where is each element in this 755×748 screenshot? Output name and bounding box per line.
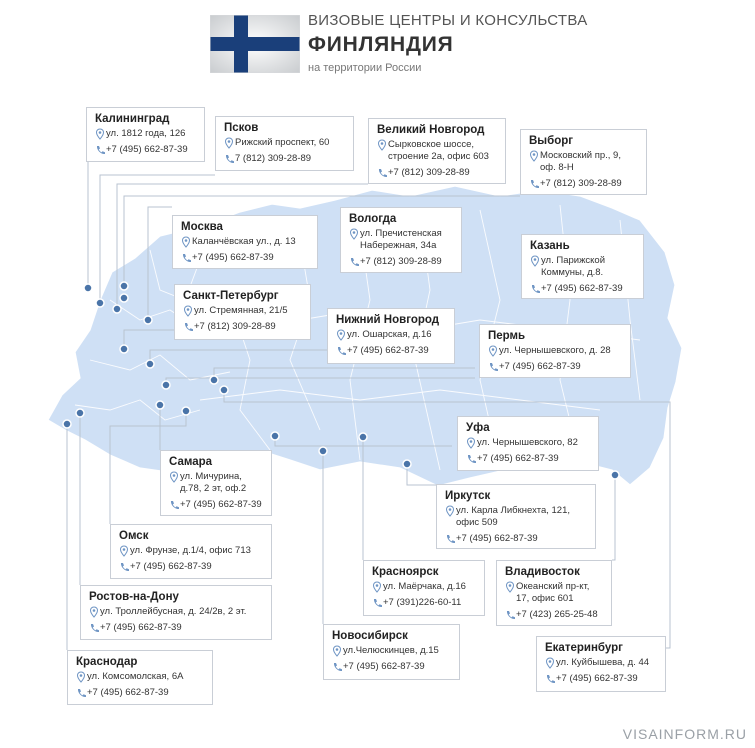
card-novosibirsk [323,624,460,680]
card-address-row [119,545,264,557]
card-samara [160,450,272,516]
location-pin-icon [183,305,193,317]
phone-icon [181,252,191,264]
location-pin-icon [89,606,99,618]
card-phone: +7 (391)226-60-11 [383,597,462,608]
phone-icon [76,687,86,699]
card-address-row [505,581,604,605]
card-krasnoyarsk [363,560,485,616]
dot-krasnodar [63,420,71,428]
card-phone: +7 (495) 662-87-39 [130,561,212,572]
card-phone: +7 (495) 662-87-39 [192,252,274,263]
dot-vyborg [120,282,128,290]
card-address: Рижский проспект, 60 [235,137,330,148]
card-city: Иркутск [445,490,491,502]
phone-icon [545,673,555,685]
card-phone-row [529,178,639,190]
phone-icon [445,533,455,545]
card-phone-row [466,453,591,465]
location-pin-icon [488,345,498,357]
location-pin-icon [545,657,555,669]
location-pin-icon [466,437,476,449]
card-phone: 7 (812) 309-28-89 [235,153,312,164]
phone-icon [119,561,129,573]
card-phone-row [349,256,454,268]
location-pin-icon [377,139,387,151]
card-nizhny-novgorod [327,308,455,364]
card-rostov-na-donu [80,585,272,640]
card-vyborg [520,129,647,195]
location-pin-icon [349,228,359,240]
card-address-row [349,228,454,252]
dot-novgorod [113,305,121,313]
phone-icon [95,144,105,156]
dot-pskov [96,299,104,307]
card-city: Великий Новгород [377,124,485,136]
card-address: ул. Троллейбусная, д. 24/2в, 2 эт. [100,606,247,617]
card-address: ул. Ошарская, д.16 [347,329,432,340]
card-address-row [530,255,636,279]
card-address: ул. 1812 года, 126 [106,128,186,139]
card-phone: +7 (423) 265-25-48 [516,609,598,620]
card-address: ул. Стремянная, 21/5 [194,305,288,316]
card-phone-row [76,687,205,699]
card-city: Пермь [488,330,526,342]
card-address: ул. Пречистенская Набережная, 34а [360,228,442,251]
card-veliky-novgorod [368,118,506,184]
location-pin-icon [505,581,515,593]
dot-rostov [156,401,164,409]
card-perm [479,324,631,378]
card-saint-petersburg [174,284,311,340]
location-pin-icon [336,329,346,341]
card-kazan [521,234,644,299]
location-pin-icon [529,150,539,162]
card-phone-row [505,609,604,621]
card-phone-row [545,673,658,685]
header-subtitle: на территории России [308,62,422,74]
card-phone: +7 (812) 309-28-89 [194,321,276,332]
card-ekaterinburg [536,636,666,692]
card-phone-row [119,561,264,573]
card-address: Каланчёвская ул., д. 13 [192,236,296,247]
card-phone: +7 (495) 662-87-39 [106,144,188,155]
phone-icon [488,361,498,373]
card-city: Владивосток [505,566,580,578]
card-address-row [377,139,498,163]
dot-vladivostok [611,471,619,479]
location-pin-icon [332,645,342,657]
card-address: ул. Куйбышева, д. 44 [556,657,650,668]
card-address: ул. Чернышевского, 82 [477,437,578,448]
card-address-row [181,236,310,248]
phone-icon [336,345,346,357]
card-phone-row [181,252,310,264]
card-address: ул. Комсомолская, 6А [87,671,184,682]
dot-voronezh [76,409,84,417]
card-address: Сырковское шоссе, строение 2а, офис 603 [388,139,489,162]
header-title-country: ФИНЛЯНДИЯ [308,33,454,56]
card-address-row [529,150,639,174]
dot-omsk [319,447,327,455]
location-pin-icon [372,581,382,593]
phone-icon [183,321,193,333]
location-pin-icon [76,671,86,683]
card-address: ул. Фрунзе, д.1/4, офис 713 [130,545,251,556]
dot-samara [162,381,170,389]
card-address: ул. Парижской Коммуны, д.8. [541,255,606,278]
card-phone-row [183,321,303,333]
dot-vologda [144,316,152,324]
phone-icon [505,609,515,621]
card-phone: +7 (812) 309-28-89 [388,167,470,178]
card-address: ул. Чернышевского, д. 28 [499,345,611,356]
dot-novosibirsk [359,433,367,441]
phone-icon [332,661,342,673]
card-phone: +7 (495) 662-87-39 [347,345,429,356]
card-address-row [488,345,623,357]
card-address: Океанский пр-кт, 17, офис 601 [516,581,590,604]
dot-perm [220,386,228,394]
card-address-row [545,657,658,669]
card-address-row [76,671,205,683]
location-pin-icon [119,545,129,557]
card-phone-row [169,499,264,511]
location-pin-icon [181,236,191,248]
card-city: Казань [530,240,570,252]
card-city: Псков [224,122,259,134]
card-krasnodar [67,650,213,705]
card-vologda [340,207,462,273]
card-address-row [445,505,588,529]
card-phone: +7 (812) 309-28-89 [540,178,622,189]
phone-icon [224,153,234,165]
dot-moscow [120,345,128,353]
dot-ufa [182,407,190,415]
card-address-row [336,329,447,341]
card-address: ул. Карла Либкнехта, 121, офис 509 [456,505,571,528]
card-phone: +7 (495) 662-87-39 [541,283,623,294]
card-vladivostok [496,560,612,626]
location-pin-icon [445,505,455,517]
card-city: Нижний Новгород [336,314,440,326]
header-title-line1: ВИЗОВЫЕ ЦЕНТРЫ И КОНСУЛЬСТВА [308,12,588,29]
card-phone-row [224,153,346,165]
card-phone: +7 (495) 662-87-39 [556,673,638,684]
card-phone: +7 (495) 662-87-39 [87,687,169,698]
card-city: Вологда [349,213,397,225]
dot-ekaterinburg [271,432,279,440]
card-city: Калининград [95,113,170,125]
card-address-row [372,581,477,593]
location-pin-icon [95,128,105,140]
dot-kaliningrad [84,284,92,292]
card-address-row [89,606,264,618]
phone-icon [530,283,540,295]
card-address: ул.Челюскинцев, д.15 [343,645,439,656]
card-address-row [183,305,303,317]
phone-icon [377,167,387,179]
card-city: Новосибирск [332,630,408,642]
card-phone: +7 (495) 662-87-39 [477,453,559,464]
phone-icon [372,597,382,609]
card-phone: +7 (495) 662-87-39 [343,661,425,672]
card-phone-row [530,283,636,295]
card-city: Уфа [466,422,490,434]
card-pskov [215,116,354,171]
card-city: Екатеринбург [545,642,623,654]
location-pin-icon [530,255,540,267]
card-irkutsk [436,484,596,549]
card-phone-row [332,661,452,673]
card-city: Санкт-Петербург [183,290,279,302]
card-city: Красноярск [372,566,439,578]
dot-krasnoyarsk [403,460,411,468]
card-city: Ростов-на-Дону [89,591,179,603]
dot-nizhny [146,360,154,368]
card-phone-row [445,533,588,545]
card-phone-row [488,361,623,373]
dot-spb [120,294,128,302]
card-phone-row [372,597,477,609]
card-phone: +7 (495) 662-87-39 [100,622,182,633]
card-city: Самара [169,456,213,468]
phone-icon [89,622,99,634]
card-address: Московский пр., 9, оф. 8-Н [540,150,621,173]
card-phone: +7 (495) 662-87-39 [456,533,538,544]
card-phone: +7 (495) 662-87-39 [180,499,262,510]
card-phone-row [89,622,264,634]
watermark: VISAINFORM.RU [622,726,747,742]
card-address-row [95,128,197,140]
phone-icon [529,178,539,190]
card-phone-row [377,167,498,179]
card-city: Краснодар [76,656,138,668]
phone-icon [169,499,179,511]
card-phone: +7 (812) 309-28-89 [360,256,442,267]
card-address-row [169,471,264,495]
card-address: ул. Маёрчака, д.16 [383,581,466,592]
card-omsk [110,524,272,579]
card-address-row [466,437,591,449]
card-ufa [457,416,599,471]
phone-icon [466,453,476,465]
card-phone: +7 (495) 662-87-39 [499,361,581,372]
card-city: Омск [119,530,149,542]
card-moscow [172,215,318,269]
card-address-row [224,137,346,149]
card-address-row [332,645,452,657]
location-pin-icon [169,471,179,483]
card-city: Москва [181,221,223,233]
location-pin-icon [224,137,234,149]
card-phone-row [95,144,197,156]
phone-icon [349,256,359,268]
card-city: Выборг [529,135,574,147]
card-kaliningrad [86,107,205,162]
dot-kazan [210,376,218,384]
card-address: ул. Мичурина, д.78, 2 эт, оф.2 [180,471,247,494]
card-phone-row [336,345,447,357]
